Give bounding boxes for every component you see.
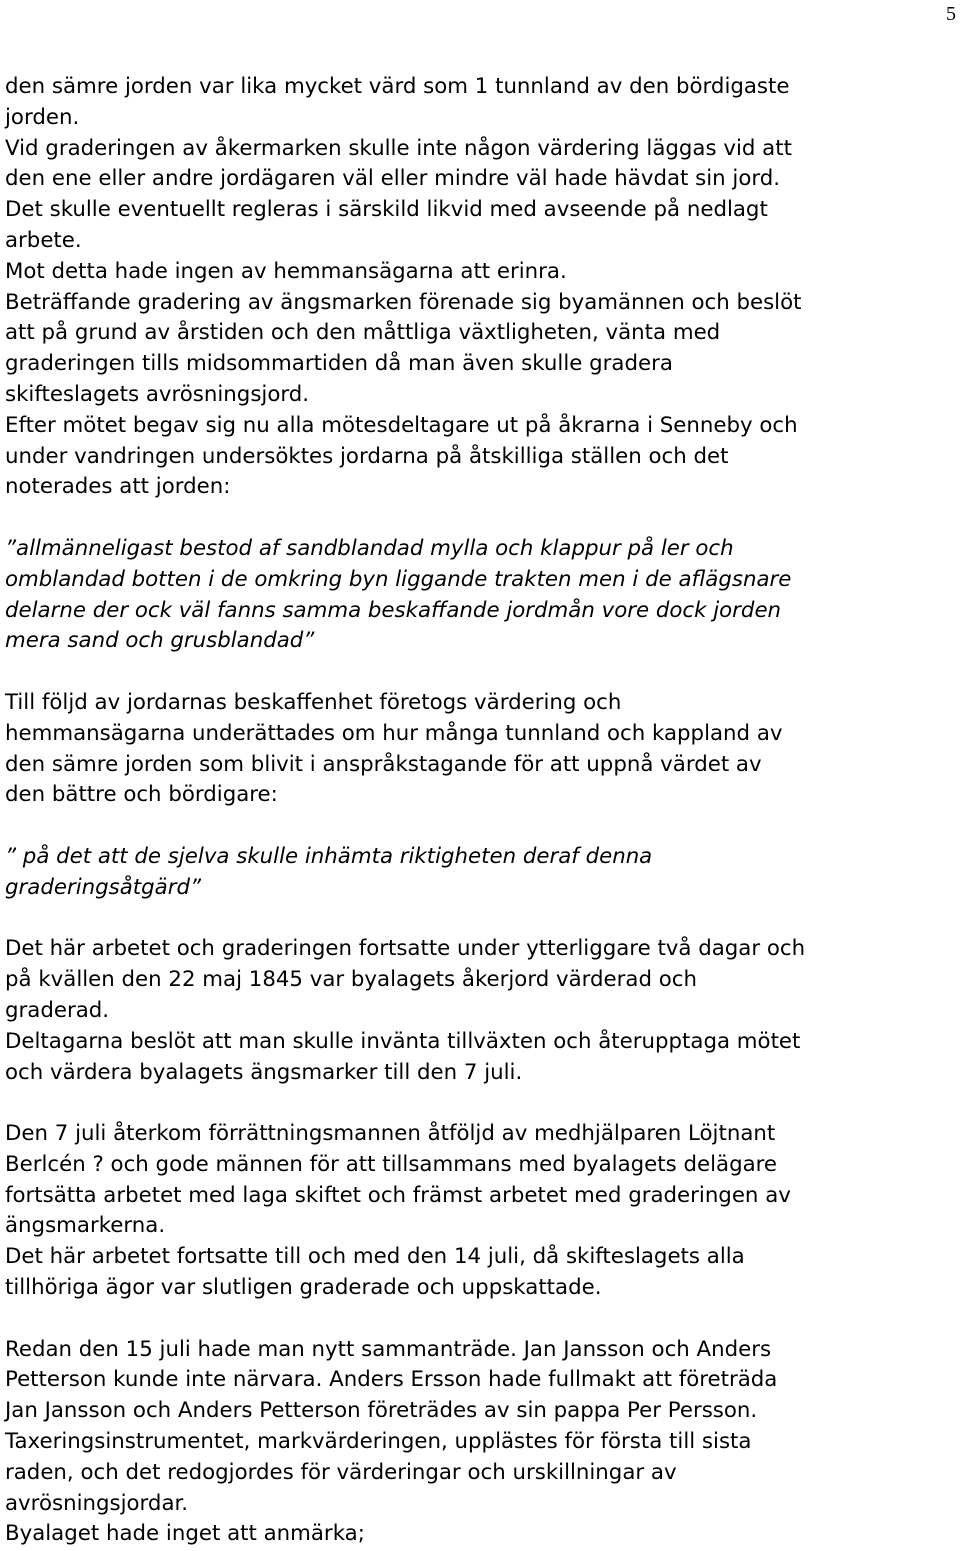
text-line: Jan Jansson och Anders Petterson företrädes av sin pappa Per Persson. xyxy=(5,1398,758,1424)
text-line: noterades att jorden: xyxy=(5,474,231,500)
text-line: tillhöriga ägor var slutligen graderade och uppskattade. xyxy=(5,1275,602,1301)
paragraph-gap xyxy=(5,1304,955,1335)
text-paragraph xyxy=(5,688,955,811)
paragraph-gap xyxy=(5,657,955,688)
quote-paragraph xyxy=(5,842,955,904)
text-line: och värdera byalagets ängsmarker till den 7 juli. xyxy=(5,1059,523,1085)
text-line: ” på det att de sjelva skulle inhämta riktigheten deraf denna xyxy=(5,843,653,869)
text-line: omblandad botten i de omkring byn liggande trakten men i de aflägsnare xyxy=(5,566,792,592)
text-line: graderingen tills midsommartiden då man även skulle gradera xyxy=(5,351,673,377)
text-line: under vandringen undersöktes jordarna på åtskilliga ställen och det xyxy=(5,443,729,469)
paragraph-gap xyxy=(5,811,955,842)
text-line: Byalaget hade inget att anmärka; xyxy=(5,1521,365,1547)
paragraph-gap xyxy=(5,1088,955,1119)
text-line: den sämre jorden var lika mycket värd som 1 tunnland av den bördigaste xyxy=(5,74,790,99)
text-line: Deltagarna beslöt att man skulle invänta tillväxten och återupptaga mötet xyxy=(5,1028,801,1054)
text-line: jorden. xyxy=(5,104,80,130)
text-line: Mot detta hade ingen av hemmansägarna att erinra. xyxy=(5,258,567,284)
text-line: att på grund av årstiden och den måttliga växtligheten, vänta med xyxy=(5,320,721,346)
text-line: Beträffande gradering av ängsmarken förenade sig byamännen och beslöt xyxy=(5,289,802,315)
text-paragraph xyxy=(5,1335,955,1551)
text-paragraph xyxy=(5,72,955,503)
text-line: Redan den 15 juli hade man nytt sammanträde. Jan Jansson och Anders xyxy=(5,1336,772,1362)
paragraph-gap xyxy=(5,904,955,935)
text-line: graderingsåtgärd” xyxy=(5,874,202,900)
text-line: avrösningsjordar. xyxy=(5,1490,189,1516)
text-line: graderad. xyxy=(5,997,110,1023)
text-line: Den 7 juli återkom förrättningsmannen åtföljd av medhjälparen Löjtnant xyxy=(5,1121,776,1147)
text-line: Det här arbetet fortsatte till och med den 14 juli, då skifteslagets alla xyxy=(5,1244,745,1270)
page-number: 5 xyxy=(946,3,956,25)
text-line: Det skulle eventuellt regleras i särskild likvid med avseende på nedlagt xyxy=(5,197,768,223)
text-line: Till följd av jordarnas beskaffenhet företogs värdering och xyxy=(5,689,622,715)
text-line: Berlcén ? och gode männen för att tillsammans med byalagets delägare xyxy=(5,1151,778,1177)
text-line: Efter mötet begav sig nu alla mötesdeltagare ut på åkrarna i Senneby och xyxy=(5,412,798,438)
text-line: Det här arbetet och graderingen fortsatte under ytterliggare två dagar och xyxy=(5,936,806,962)
text-line: på kvällen den 22 maj 1845 var byalagets åkerjord värderad och xyxy=(5,967,697,993)
paragraph-gap xyxy=(5,503,955,534)
text-line: den ene eller andre jordägaren väl eller mindre väl hade hävdat sin jord. xyxy=(5,166,781,192)
text-line: fortsätta arbetet med laga skiftet och främst arbetet med graderingen av xyxy=(5,1182,791,1208)
text-line: hemmansägarna underättades om hur många tunnland och kappland av xyxy=(5,720,783,746)
text-line: den bättre och bördigare: xyxy=(5,782,278,808)
text-line: mera sand och grusblandad” xyxy=(5,628,315,654)
text-line: arbete. xyxy=(5,227,82,253)
quote-paragraph xyxy=(5,534,955,657)
text-line: ”allmänneligast bestod af sandblandad mylla och klappur på ler och xyxy=(5,535,734,561)
text-paragraph xyxy=(5,934,955,1088)
text-line: Vid graderingen av åkermarken skulle inte någon värdering läggas vid att xyxy=(5,135,792,161)
text-line: den sämre jorden som blivit i anspråkstagande för att uppnå värdet av xyxy=(5,751,762,777)
text-line: Taxeringsinstrumentet, markvärderingen, upplästes för första till sista xyxy=(5,1429,752,1455)
text-paragraph xyxy=(5,1119,955,1304)
text-line: raden, och det redogjordes för värderingar och urskillningar av xyxy=(5,1459,677,1485)
text-line: Petterson kunde inte närvara. Anders Ersson hade fullmakt att företräda xyxy=(5,1367,778,1393)
text-line: skifteslagets avrösningsjord. xyxy=(5,381,310,407)
text-line: ängsmarkerna. xyxy=(5,1213,166,1239)
document-body xyxy=(5,72,955,1550)
text-line: delarne der ock väl fanns samma beskaffande jordmån vore dock jorden xyxy=(5,597,782,623)
